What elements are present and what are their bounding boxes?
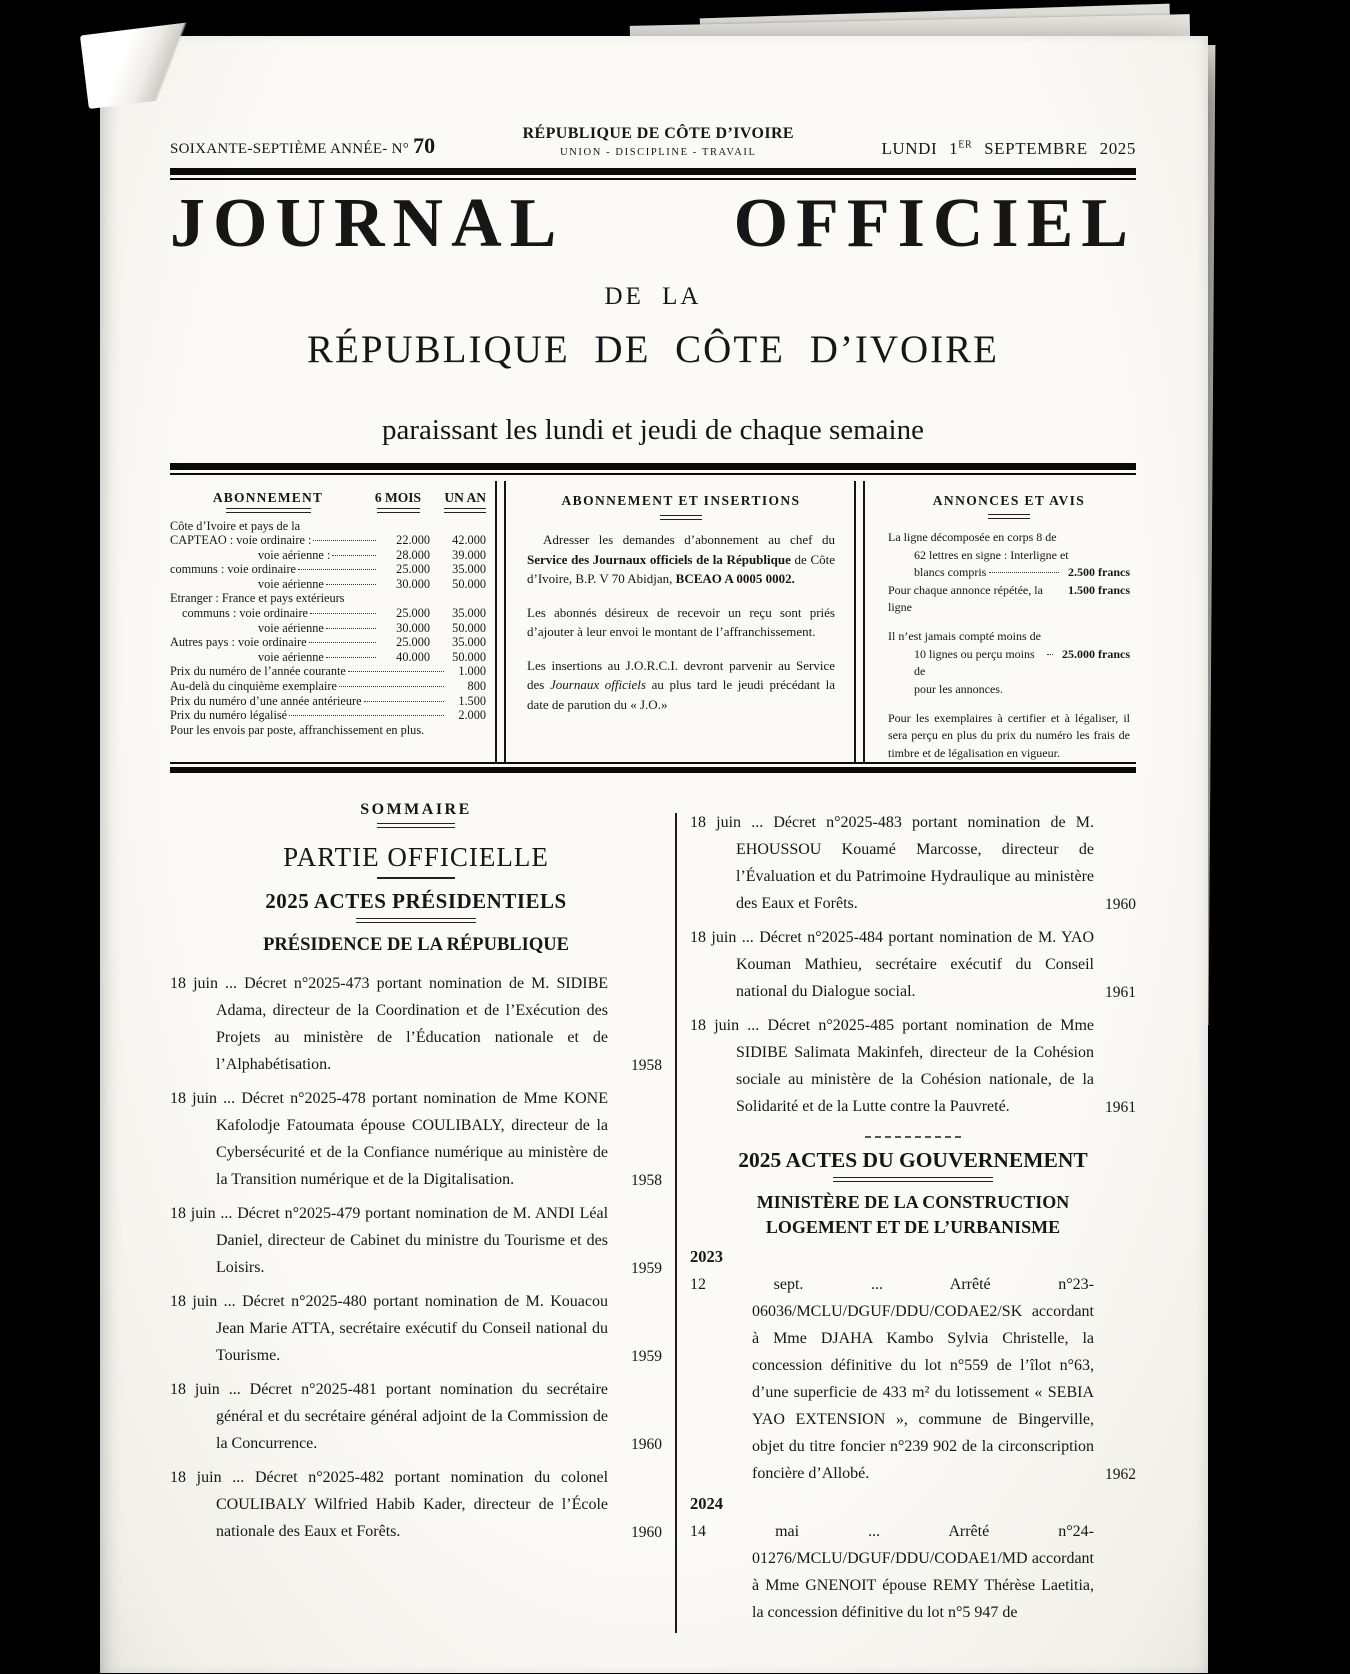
toc-entry <box>170 1376 662 1457</box>
abonnement-row: Prix du numéro d’une année antérieure 1.500 <box>170 693 486 708</box>
abonnement-row: voie aérienne 40.000 50.000 <box>258 649 486 664</box>
date-prefix: LUNDI 1 <box>881 139 959 159</box>
entry-page-number: 1961 <box>1105 984 1136 1002</box>
sommaire-title: SOMMAIRE <box>360 801 472 819</box>
entry-text: Décret n°2025-479 portant nomination de M. ANDI Léal Daniel, directeur de Cabinet du ministre du Tourisme et des Loisirs. <box>216 1205 609 1277</box>
entry-date: 14 mai ... <box>690 1522 881 1540</box>
abonnement-col-unan: UN AN <box>444 489 486 505</box>
edition-label: SOIXANTE-SEPTIÈME ANNÉE- N° <box>170 141 410 158</box>
abonnement-row: Côte d’Ivoire et pays de la <box>170 518 301 533</box>
dot-leader <box>310 613 376 614</box>
masthead-tagline: paraissant les lundi et jeudi de chaque semaine <box>382 413 924 446</box>
entry-date: 18 juin ... <box>170 1205 233 1223</box>
toc-entry <box>170 1085 662 1193</box>
underline-rule <box>833 1177 993 1182</box>
heavy-rule <box>170 762 1136 773</box>
head-underlines <box>170 508 486 511</box>
entry-page-number: 1958 <box>631 1057 662 1075</box>
entry-page-number: 1959 <box>631 1348 662 1366</box>
entry-date: 18 juin ... <box>170 1381 241 1399</box>
underline-rule <box>660 515 702 520</box>
masthead-republic: RÉPUBLIQUE DE CÔTE D’IVOIRE <box>306 327 999 371</box>
heading-actes-gouvernement: 2025 ACTES DU GOUVERNEMENT <box>738 1148 1088 1173</box>
entry-text: Décret n°2025-482 portant nomination du colonel COULIBALY Wilfried Habib Kader, directeur de l’École nationale des Eaux et Forêts. <box>216 1469 609 1541</box>
tariff-value: 25.000 francs <box>1062 646 1130 661</box>
entry-text: Décret n°2025-484 portant nomination de M. YAO Kouman Mathieu, secrétaire exécutif du Conseil national du Dialogue social. <box>736 929 1095 1001</box>
abonnement-row: communs : voie ordinaire 25.000 35.000 <box>170 562 486 577</box>
annonces-item: Pour les exemplaires à certifier et à légaliser, il sera perçu en plus du prix du numéro les frais de timbre et de légalisation en vigueur. <box>888 711 1130 760</box>
insertions-box <box>515 481 845 762</box>
abonnement-head <box>170 491 486 506</box>
entry-page-number: 1960 <box>631 1436 662 1454</box>
sommaire-right-column <box>690 785 1136 1632</box>
page-curl <box>80 21 208 109</box>
underline-rule <box>377 508 420 513</box>
edition-number: 70 <box>413 133 436 159</box>
toc-entry <box>170 1288 662 1369</box>
section-divider <box>865 1136 961 1138</box>
insertions-paragraph: Adresser les demandes d’abonnement au chef du Service des Journaux officiels de la République de Côte d’Ivoire, B.P. V 70 Abidjan, BCEAO A 0005 0002. <box>527 532 836 587</box>
annonces-box <box>874 481 1136 762</box>
journal-title <box>170 185 1136 263</box>
entry-text: Décret n°2025-473 portant nomination de M. SIDIBE Adama, directeur de la Coordination et de l’Exécution des Projets au ministère de l’Éducation nationale et de l’Alphabétisation. <box>216 975 609 1074</box>
abonnement-col-6mois: 6 MOIS <box>374 489 422 505</box>
date-suffix: SEPTEMBRE 2025 <box>984 139 1136 159</box>
column-divider <box>675 813 677 1632</box>
abonnement-row: Au-delà du cinquième exemplaire 800 <box>170 679 486 694</box>
dot-leader <box>989 572 1059 573</box>
heading-actes-presidentiels: 2025 ACTES PRÉSIDENTIELS <box>265 889 567 914</box>
entry-text: Décret n°2025-481 portant nomination du secrétaire général et du secrétaire général adjoint de la Commission de la Concurrence. <box>216 1381 609 1453</box>
toc-entry <box>170 1464 662 1545</box>
tariff-value: 2.500 francs <box>1068 565 1130 580</box>
toc-entry <box>690 809 1136 917</box>
entry-text: Arrêté n°23-06036/MCLU/DGUF/DDU/CODAE2/SK accordant à Mme DJAHA Kambo Sylvia Christelle, la concession définitive du lot n°559 de l’îlot n°63, d’une superficie de 433 m² du lotissement « SEBIA YAO EXTENSION », commune de Bingerville, objet du titre foncier n°239 902 de la circonscription foncière d’Allobé. <box>752 1275 1094 1482</box>
dot-leader <box>348 671 444 672</box>
dot-leader <box>309 642 376 643</box>
abonnement-row: Etranger : France et pays extérieurs <box>170 591 345 606</box>
republic-block <box>523 124 794 159</box>
dot-leader <box>332 555 376 556</box>
toc-entry <box>170 1200 662 1281</box>
abonnement-title: ABONNEMENT <box>212 489 324 505</box>
journal-title-word2: OFFICIEL <box>733 185 1136 263</box>
underline-rule <box>356 918 476 923</box>
heading-presidence: PRÉSIDENCE DE LA RÉPUBLIQUE <box>263 935 569 956</box>
national-motto: UNION - DISCIPLINE - TRAVAIL <box>560 147 757 158</box>
insertions-paragraph: Les insertions au J.O.R.C.I. devront parvenir au Service des Journaux officiels au plus tard le jeudi précédant la date de parution du « J.O.» <box>527 657 836 712</box>
toc-entry <box>690 1518 1136 1626</box>
underline-rule <box>377 823 455 828</box>
entry-page-number: 1962 <box>1105 1465 1136 1483</box>
heading-partie-officielle: PARTIE OFFICIELLE <box>283 842 549 873</box>
heavy-rule <box>170 168 1136 180</box>
abonnement-row: CAPTEAO : voie ordinaire : 22.000 42.000 <box>170 533 486 548</box>
entry-text: Décret n°2025-483 portant nomination de M. EHOUSSOU Kouamé Marcosse, directeur de l’Évaluation et du Patrimoine Hydraulique au ministère des Eaux et Forêts. <box>736 814 1095 913</box>
entry-date: 18 juin ... <box>690 1017 760 1035</box>
dot-leader <box>326 657 376 658</box>
entry-date: 12 sept. ... <box>690 1275 884 1293</box>
toc-entry <box>690 1271 1136 1487</box>
entry-date: 18 juin ... <box>690 814 764 832</box>
entry-page-number: 1960 <box>1105 896 1136 914</box>
dot-leader <box>364 701 444 702</box>
date-ordinal: ER <box>958 139 973 151</box>
toc-entry <box>690 1012 1136 1120</box>
entry-date: 18 juin ... <box>170 975 238 993</box>
heavy-rule <box>170 463 1136 475</box>
annonces-item: Il n’est jamais compté moins de 10 lignes ou perçu moins de 25.000 francs pour les annonces. <box>888 629 1130 696</box>
gazette-front-page <box>100 36 1208 1673</box>
entry-text: Arrêté n°24-01276/MCLU/DGUF/DDU/CODAE1/MD accordant à Mme GNENOIT épouse REMY Thérèse Laetitia, la concession définitive du lot n°5 947 de <box>752 1522 1094 1621</box>
dot-leader <box>326 628 376 629</box>
heading-ministere: MINISTÈRE DE LA CONSTRUCTION LOGEMENT ET DE L’URBANISME <box>756 1192 1070 1238</box>
entry-page-number: 1959 <box>631 1260 662 1278</box>
annonces-title: ANNONCES ET AVIS <box>932 492 1086 508</box>
republic-name: RÉPUBLIQUE DE CÔTE D’IVOIRE <box>522 125 794 142</box>
abonnement-row: Pour les envois par poste, affranchissement en plus. <box>170 722 425 737</box>
masthead-dela: DE LA <box>604 282 702 310</box>
journal-title-word1: JOURNAL <box>170 185 565 263</box>
entry-text: Décret n°2025-485 portant nomination de Mme SIDIBE Salimata Makinfeh, directeur de la Cohésion sociale au ministère de la Cohésion nationale, de la Solidarité et de la Lutte contre la Pauvreté. <box>736 1017 1095 1116</box>
dot-leader <box>326 584 376 585</box>
dot-leader <box>298 569 376 570</box>
abonnement-row: voie aérienne 30.000 50.000 <box>258 576 486 591</box>
year-label: 2024 <box>690 1493 723 1513</box>
entry-text: Décret n°2025-480 portant nomination de M. Kouacou Jean Marie ATTA, secrétaire exécutif du Conseil national du Tourisme. <box>216 1293 609 1365</box>
underline-rule <box>226 508 311 513</box>
entry-text: Décret n°2025-478 portant nomination de Mme KONE Kafolodje Fatoumata épouse COULIBALY, directeur de la Cybersécurité et de la Confiance numérique au ministère de la Transition numérique et de la Digitalisation. <box>216 1090 609 1189</box>
edition-info <box>170 133 435 159</box>
abonnement-row: communs : voie ordinaire 25.000 35.000 <box>182 606 486 621</box>
sommaire-left-column <box>170 785 662 1632</box>
dot-leader <box>339 686 444 687</box>
toc-entry <box>690 924 1136 1005</box>
box-separator <box>495 481 506 762</box>
dot-leader <box>313 540 376 541</box>
dot-leader <box>1047 654 1053 655</box>
tariff-value: 1.500 francs <box>1068 582 1130 597</box>
toc-entry <box>170 970 662 1078</box>
dot-leader <box>289 715 444 716</box>
insertions-paragraph: Les abonnés désireux de recevoir un reçu sont priés d’ajouter à leur envoi le montant de l’affranchissement. <box>527 604 835 640</box>
entry-date: 18 juin ... <box>170 1469 245 1487</box>
entry-page-number: 1960 <box>631 1524 662 1542</box>
underline-rule <box>988 514 1030 519</box>
entry-date: 18 juin ... <box>690 929 754 947</box>
annonces-item: La ligne décomposée en corps 8 de 62 lettres en signe : Interligne et blancs compris 2.500 francs Pour chaque annonce répétée, la ligne 1.500 francs <box>888 530 1130 615</box>
entry-date: 18 juin ... <box>170 1090 236 1108</box>
entry-date: 18 juin ... <box>170 1293 236 1311</box>
entry-page-number: 1958 <box>631 1172 662 1190</box>
underline-rule <box>377 877 455 879</box>
abonnement-row: voie aérienne : 28.000 39.000 <box>258 547 486 562</box>
issue-date <box>881 139 1136 159</box>
abonnement-row: voie aérienne 30.000 50.000 <box>258 620 486 635</box>
insertions-title: ABONNEMENT ET INSERTIONS <box>561 492 801 508</box>
abonnement-row: Autres pays : voie ordinaire 25.000 35.000 <box>170 635 486 650</box>
sommaire-columns <box>170 785 1136 1632</box>
box-separator <box>854 481 865 762</box>
abonnement-box <box>170 481 486 762</box>
entry-page-number: 1961 <box>1105 1099 1136 1117</box>
page-header <box>170 124 1136 159</box>
year-label: 2023 <box>690 1246 723 1266</box>
info-boxes <box>170 481 1136 762</box>
abonnement-row: Prix du numéro de l’année courante 1.000 <box>170 664 486 679</box>
abonnement-row: Prix du numéro légalisé 2.000 <box>170 708 486 723</box>
underline-rule <box>444 508 486 513</box>
